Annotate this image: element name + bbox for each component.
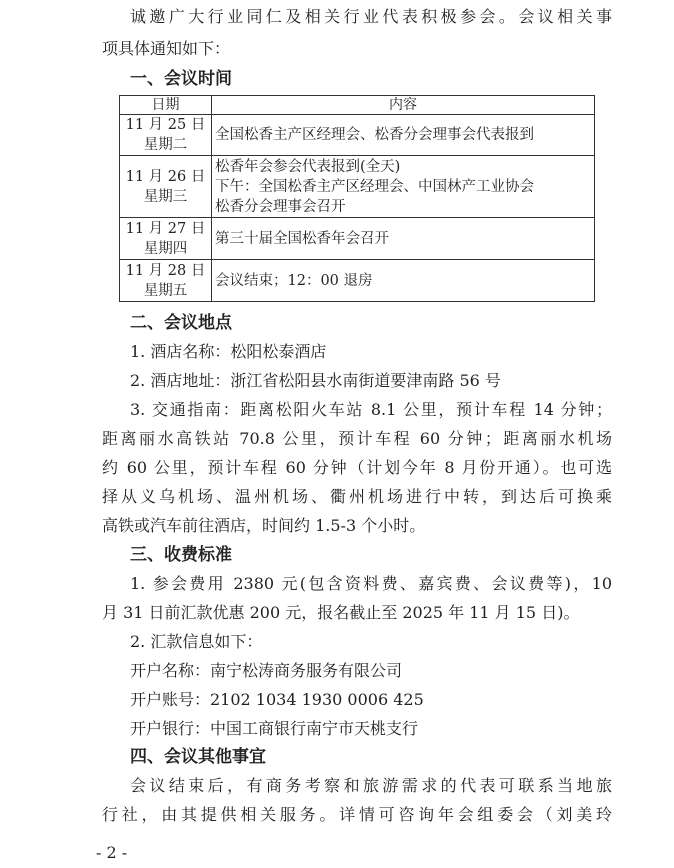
table-row [120,260,595,302]
content-line: 下午：全国松香主产区经理会、中国林产工业协会 [215,178,534,195]
section4-heading: 四、会议其他事宜 [130,747,266,767]
traffic-line: 距离丽水高铁站 70.8 公里，预计车程 60 分钟；距离丽水机场 [102,429,612,448]
fee-line: 1. 参会费用 2380 元(包含资料费、嘉宾费、会议费等)，10 [130,574,612,593]
traffic-line: 高铁或汽车前往酒店，时间约 1.5-3 个小时。 [102,516,426,535]
table-header-row [120,96,595,115]
date-cell [120,260,212,302]
section2-heading: 二、会议地点 [130,313,232,333]
intro-line-2: 项具体通知如下： [102,39,231,58]
account-name: 开户名称：南宁松涛商务服务有限公司 [130,661,403,680]
weekday: 星期四 [143,240,188,257]
page-number: - 2 - [96,843,128,862]
other-line: 会议结束后，有商务考察和旅游需求的代表可联系当地旅 [130,776,612,795]
header-content: 内容 [212,96,595,115]
schedule-table [119,95,595,302]
content-cell [212,218,595,260]
content-line: 会议结束；12：00 退房 [215,272,373,289]
content-line: 全国松香主产区经理会、松香分会理事会代表报到 [215,127,534,143]
content-line: 松香年会参会代表报到(全天) [215,158,401,175]
header-date: 日期 [120,96,212,115]
remit-title: 2. 汇款信息如下： [130,632,263,651]
table-row [120,115,595,156]
date-cell [120,115,212,156]
content-cell [212,156,595,218]
other-line: 行社，由其提供相关服务。详情可咨询年会组委会（刘美玲 [102,805,612,824]
section3-heading: 三、收费标准 [130,545,232,565]
traffic-line: 择从义乌机场、温州机场、衢州机场进行中转，到达后可换乘 [102,487,612,506]
table-row [120,218,595,260]
date: 11 月 28 日 [125,262,206,279]
date: 11 月 26 日 [125,168,206,185]
traffic-line: 3. 交通指南：距离松阳火车站 8.1 公里，预计车程 14 分钟； [130,400,612,419]
content-cell [212,260,595,302]
weekday: 星期五 [143,282,188,299]
intro-line-1: 诚邀广大行业同仁及相关行业代表积极参会。会议相关事 [130,7,612,26]
section1-heading: 一、会议时间 [130,69,232,89]
hotel-name: 1. 酒店名称：松阳松泰酒店 [130,342,327,361]
weekday: 星期三 [143,188,188,205]
table-row [120,156,595,218]
bank-name: 开户银行：中国工商银行南宁市天桃支行 [130,719,419,738]
date-cell [120,218,212,260]
date: 11 月 27 日 [125,220,206,237]
hotel-address: 2. 酒店地址：浙江省松阳县水南街道要津南路 56 号 [130,371,501,390]
date: 11 月 25 日 [125,117,206,133]
content-line: 第三十届全国松香年会召开 [215,230,389,247]
fee-line: 月 31 日前汇款优惠 200 元，报名截止至 2025 年 11 月 15 日)。 [102,603,580,622]
content-cell [212,115,595,156]
traffic-line: 约 60 公里，预计车程 60 分钟（计划今年 8 月份开通）。也可选 [102,458,612,477]
content-line: 松香分会理事会召开 [215,198,346,215]
date-cell [120,156,212,218]
account-number: 开户账号：2102 1034 1930 0006 425 [130,690,424,709]
weekday: 星期二 [143,137,188,153]
